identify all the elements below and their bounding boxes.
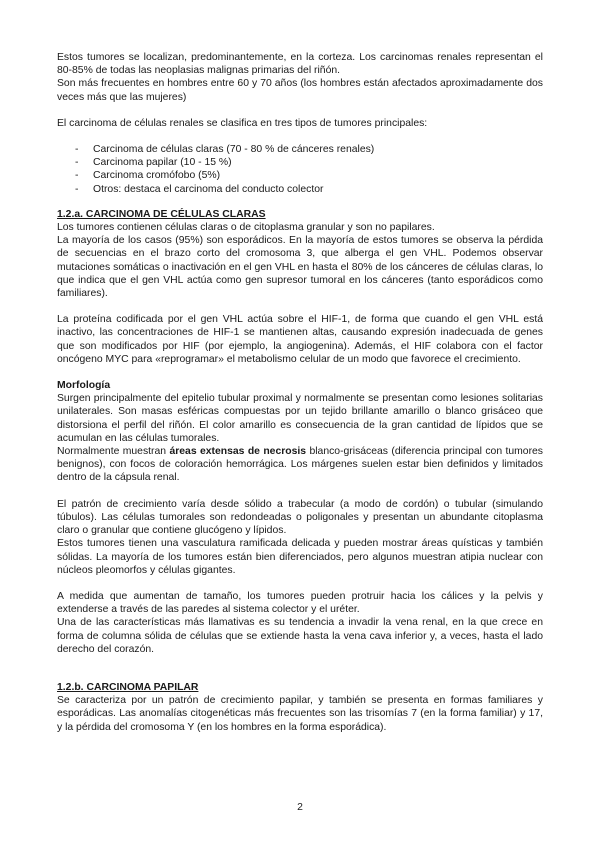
- necrosis-bold-text: áreas extensas de necrosis: [169, 446, 307, 458]
- papillary-paragraph-1: Se caracteriza por un patrón de crecimiento papilar, y también se presenta en formas familiares y esporádicas. Las anomalías citogenéticas más frecuentes son las trisomías 7 (en la forma familiar) y 17, y la pérdida del cromosoma Y (en los hombres en la forma esporádica).: [57, 695, 543, 733]
- morfologia-paragraph-3: El patrón de crecimiento varía desde sólido a trabecular (a modo de cordón) o tubular (simulando túbulos). Las células tumorales son redondeadas o poligonales y presentan un abundante citoplasma claro o granular que contiene glucógeno y lípidos.: [57, 498, 543, 537]
- morfologia-paragraph-6: Una de las características más llamativas es su tendencia a invadir la vena renal, en la que crece en forma de columna sólida de células que se extiende hasta la vena cava inferior y, a veces, hasta el lado derecho del corazón.: [57, 617, 543, 655]
- list-item: - Carcinoma papilar (10 - 15 %): [75, 156, 543, 169]
- intro-paragraph-location: Estos tumores se localizan, predominantemente, en la corteza. Los carcinomas renales representan el 80-85% de todas las neoplasias malignas primarias del riñón.: [57, 52, 543, 77]
- intro-paragraph-frequency: Son más frecuentes en hombres entre 60 y 70 años (los hombres están afectados aproximadamente dos veces más que las mujeres): [57, 78, 543, 103]
- necrosis-text-pre: Normalmente muestran: [57, 446, 170, 458]
- section-heading-papillary: 1.2.b. CARCINOMA PAPILAR: [57, 681, 199, 693]
- clear-cell-paragraph-3: La proteína codificada por el gen VHL actúa sobre el HIF-1, de forma que cuando el gen VHL está inactivo, las concentraciones de HIF-1 se mantienen altas, causando expresión inadecuada de genes que son modificados por HIF (por ejemplo, la angiogenina). Además, el HIF colabora con el factor oncógeno MYC para «reprogramar» el metabolismo celular de un modo que favorece el crecimiento.: [57, 314, 543, 365]
- morfologia-paragraph-5: A medida que aumentan de tamaño, los tumores pueden protruir hacia los cálices y la pelvis y extenderse a través de las paredes al sistema colector y el uréter.: [57, 590, 543, 616]
- clear-cell-paragraph-1: Los tumores contienen células claras o de citoplasma granular y son no papilares.: [57, 222, 435, 234]
- morfologia-paragraph-2: [57, 445, 543, 485]
- section-heading-clear-cell: 1.2.a. CARCINOMA DE CÉLULAS CLARAS: [57, 208, 266, 220]
- clear-cell-paragraph-2: La mayoría de los casos (95%) son esporádicos. En la mayoría de estos tumores se observa la pérdida de secuencias en el brazo corto del cromosoma 3, que alberga el gen VHL. Podemos observar mutaciones somáticas o inactivación en el gen VHL en hasta el 80% de los cánceres de células claras, lo que indica que el gen VHL actúa como gen supresor tumoral en los cánceres (tanto esporádicos como familiares).: [57, 235, 543, 300]
- morfologia-paragraph-1: Surgen principalmente del epitelio tubular proximal y normalmente se presentan como lesiones solitarias unilaterales. Son masas esféricas compuestas por un tejido brillante amarillo o blanco grisáceo que distorsiona el perfil del riñón. El color amarillo es consecuencia de la gran cantidad de lípidos que se acumulan en las células tumorales.: [57, 393, 543, 444]
- page-number: 2: [297, 802, 303, 813]
- necrosis-text-post: blanco-grisáceas (diferencia principal con tumores benignos), con focos de coloración hemorrágica. Los márgenes suelen estar bien definidos y limitados dentro de la cápsula renal.: [57, 446, 544, 484]
- list-item: - Carcinoma cromófobo (5%): [75, 169, 543, 182]
- list-item: - Carcinoma de células claras (70 - 80 % de cánceres renales): [75, 143, 543, 156]
- list-item: - Otros: destaca el carcinoma del conducto colector: [75, 183, 543, 196]
- morfologia-paragraph-4: Estos tumores tienen una vasculatura ramificada delicada y pueden mostrar áreas quísticas y también sólidas. La mayoría de los tumores están bien diferenciados, pero algunos muestran atipia nuclear con núcleos pleomorfos y células gigantes.: [57, 538, 543, 576]
- intro-paragraph-classification: El carcinoma de células renales se clasifica en tres tipos de tumores principales:: [57, 117, 428, 129]
- tumor-type-list: [57, 143, 543, 196]
- morfologia-heading: Morfología: [57, 380, 111, 392]
